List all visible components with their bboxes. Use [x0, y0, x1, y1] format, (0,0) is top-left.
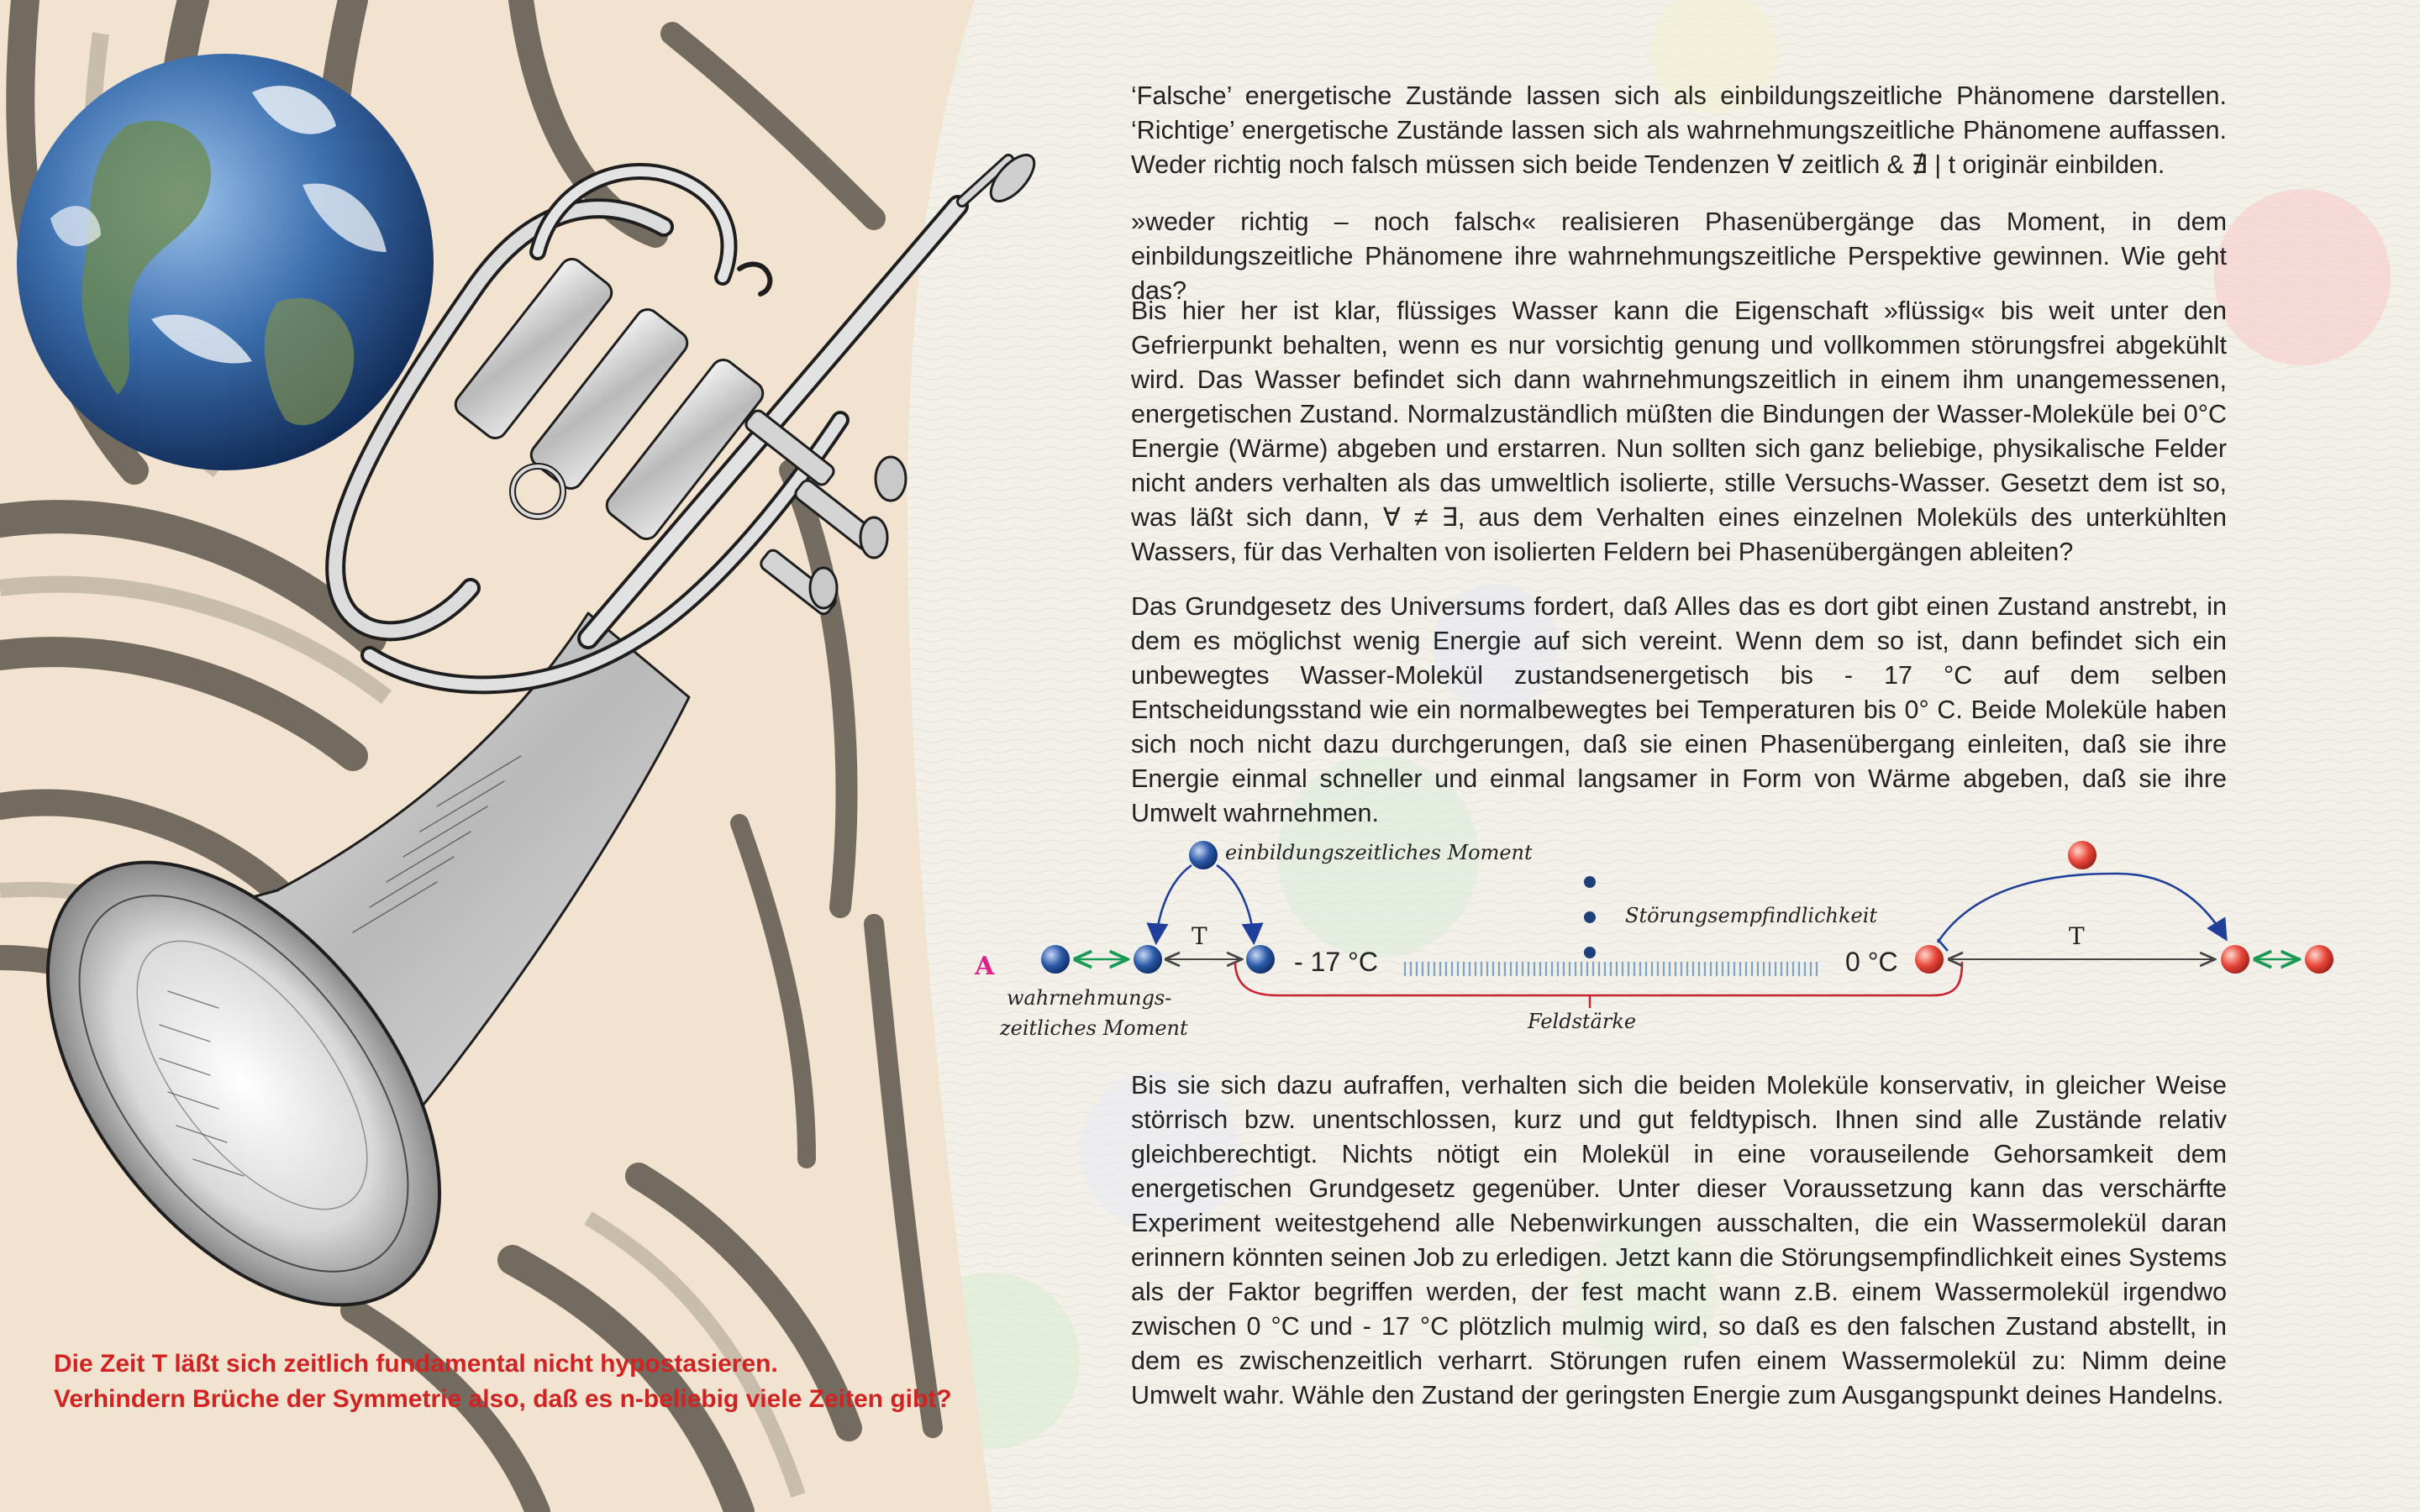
label-einbildung: einbildungszeitliches Moment [1225, 841, 1533, 864]
label-wahrnehmung-1: wahrnehmungs- [1007, 986, 1172, 1010]
field-hatch-bar [1405, 962, 1817, 976]
label-feldstaerke: Feldstärke [1528, 1010, 1637, 1033]
label-t-right: T [2069, 922, 2085, 950]
paragraph-intro: ‘Falsche’ energetische Zustände lassen sich als einbildungszeitliche Phänomene darstellen. ‘Richtige’ energetische Zustände lassen sich als wahrnehmungszeitliche Phänomene auffassen. Weder richtig noch falsch müssen sich beide Tendenzen ∀ zeitlich & ∄ | t originär einbilden. [1131, 81, 2227, 179]
blue-molecule-icon [1041, 945, 1070, 974]
label-wahrnehmung-2: zeitliches Moment [1000, 1016, 1188, 1040]
red-molecule-icon [2068, 841, 2096, 869]
red-molecule-icon [2221, 945, 2249, 974]
disturbance-dot [1584, 947, 1596, 958]
paragraph-water: Bis hier her ist klar, flüssiges Wasser kann die Eigenschaft »flüssig« bis weit unter den Gefrierpunkt behalten, wenn es nur vorsichtig genung und vollkommen störungsfrei abgekühlt wird. Das Wasser befindet sich dann wahrnehmungszeitlich in einem ihm unangemessenen, energetischen Zustand. Normalzuständlich müßten die Bindungen der Wasser-Moleküle bei 0°C Energie (Wärme) abgeben und erstarren. Nun sollten sich ganz beliebige, physikalische Felder nicht anders verhalten als das umweltlich isolierte, stille Versuchs-Wasser. Gesetzt dem ist so, was läßt sich dann, ∀ ≠ ∃, aus dem Verhalten eines einzelnen Moleküls des unterkühlten Wassers, für das Verhalten von isolierten Feldern bei Phasenübergängen ableiten? [1131, 297, 2227, 566]
caption-question [54, 1347, 1104, 1417]
blue-arc-left-2 [1217, 865, 1254, 941]
caption-line-2: Verhindern Brüche der Symmetrie also, daß es n-beliebig viele Zeiten gibt? [54, 1385, 952, 1413]
caption-line-1: Die Zeit T läßt sich zeitlich fundamental nicht hypostasieren. [54, 1350, 778, 1378]
red-molecule-icon [1915, 945, 1944, 974]
blue-arc-left [1156, 865, 1192, 941]
paragraph-molecules: Bis sie sich dazu aufraffen, verhalten sich die beiden Moleküle konservativ, in gleicher Weise störrisch bzw. unentschlossen, kurz und gut feldtypisch. Ihnen sind alle Zustände relativ gleichberechtigt. Nichts nötigt ein Molekül in eine vorauseilende Gehorsamkeit dem energetischen Grundgesetz gegenüber. Unter dieser Voraussetzung kann das verschärfte Experiment weitestgehend alle Nebenwirkungen ausschalten, die ein Wassermolekül daran erinnern könnten seinen Job zu erledigen. Jetzt kann die Störungsempfindlichkeit eines Systems als der Faktor begriffen werden, der fest macht wann z.B. einem Wassermolekül irgendwo zwischen 0 °C und - 17 °C plötzlich mulmig wird, so daß es den falschen Zustand abstellt, in dem es zwischenzeitlich verharrt. Störungen rufen einem Wassermolekül zu: Nimm deine Umwelt wahr. Wähle den Zustand der geringsten Energie zum Ausgangspunkt deines Handelns. [1131, 1071, 2227, 1410]
marker-a: A [975, 952, 995, 981]
blue-molecule-icon [1189, 841, 1218, 869]
blue-molecule-icon [1134, 945, 1162, 974]
label-stoerung: Störungsempfindlichkeit [1625, 904, 1878, 927]
paragraph-universe: Das Grundgesetz des Universums fordert, daß Alles das es dort gibt einen Zustand anstrebt, in dem es möglichst wenig Energie auf sich vereint. Wenn dem so ist, dann befindet sich ein unbewegtes Wasser-Molekül zustandsenergetisch bis - 17 °C auf dem selben Entscheidungsstand wie ein normalbewegtes bei Temperaturen bis 0° C. Beide Moleküle haben sich noch nicht dazu durchgerungen, daß sie einen Phasenübergang einleiten, daß sie ihre Energie einmal schneller und einmal langsamer in Form von Wärme abgeben, daß sie ihre Umwelt wahrnehmen. [1131, 592, 2227, 827]
label-temp-zero: 0 °C [1845, 947, 1898, 977]
label-t-left: T [1192, 922, 1207, 950]
label-temp-cold: - 17 °C [1294, 947, 1378, 977]
red-molecule-icon [2305, 945, 2333, 974]
blue-molecule-icon [1246, 945, 1275, 974]
disturbance-dot [1584, 911, 1596, 923]
paragraph-question: »weder richtig – noch falsch« realisieren Phasenübergänge das Moment, in dem einbildungszeitliche Phänomene ihre wahrnehmungszeitliche Perspektive gewinnen. Wie geht das? [1131, 207, 2227, 305]
disturbance-dot [1584, 876, 1596, 888]
